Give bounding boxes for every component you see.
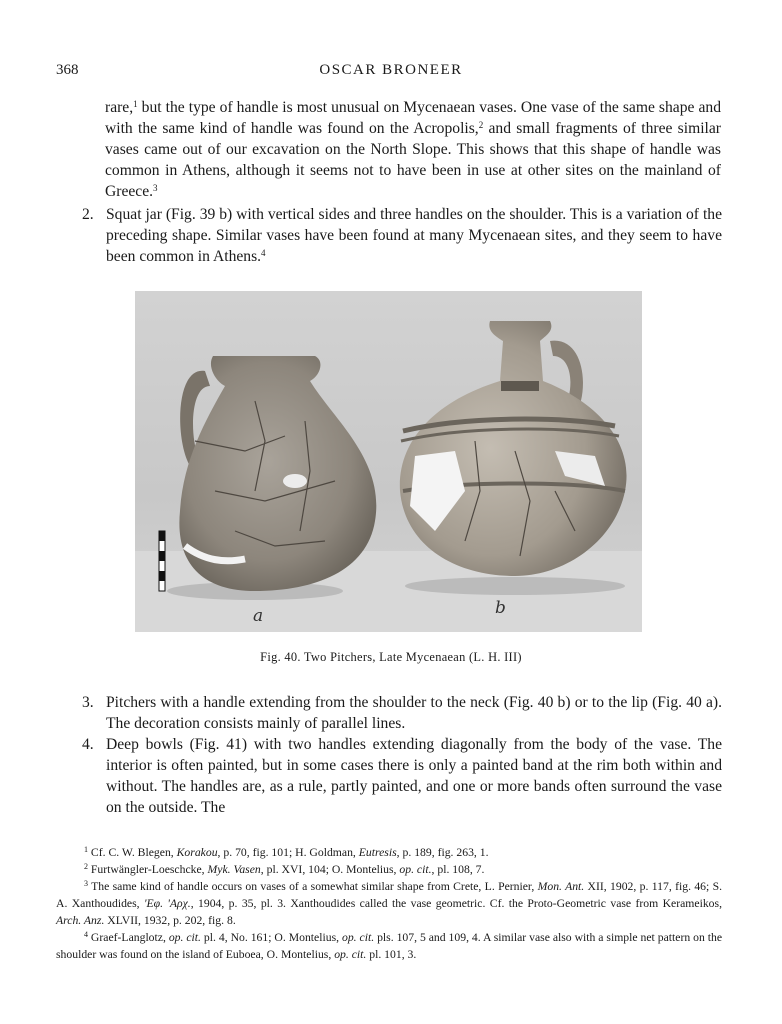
para-text-1: rare,	[105, 99, 134, 116]
para-text-3: and small fragments of three similar vases came out of our excavation on the North Slope. This shows that this shape of handle was common in Athens, although it seems not to have been in use at other sites on the mainland of Greece.	[105, 120, 721, 200]
scale-bar	[159, 531, 165, 591]
footnote-marker: 2	[84, 862, 88, 871]
list-item-4	[82, 734, 722, 818]
list-number: 2.	[82, 206, 94, 223]
page-number: 368	[56, 62, 79, 78]
para-text-2: but the type of handle is most unusual on Mycenaean vases. One vase of the same shape and with the same kind of handle was found on the Acropolis,	[105, 99, 721, 137]
list-item-3	[82, 692, 722, 734]
shadow-b	[405, 577, 625, 595]
list-number: 3.	[82, 694, 94, 711]
list-item-text: Deep bowls (Fig. 41) with two handles extending diagonally from the body of the vase. The interior is often painted, but in some cases there is only a painted band at the rim both within and without. The handles are, as a rule, partly painted, and one or more bands often surround the vase on the outside. The	[106, 736, 722, 816]
figure-label-b: b	[495, 598, 506, 618]
list-item-2	[82, 204, 722, 267]
page-header	[56, 62, 726, 86]
pitcher-a	[179, 356, 376, 591]
list-item-text: Pitchers with a handle extending from the shoulder to the neck (Fig. 40 b) or to the lip (Fig. 40 a). The decoration consists mainly of parallel lines.	[106, 694, 722, 732]
footnotes	[56, 844, 722, 963]
footnote-marker: 3	[84, 879, 88, 888]
footnote-marker: 1	[84, 845, 88, 854]
running-head: OSCAR BRONEER	[319, 62, 463, 78]
footnote-ref-3[interactable]: 3	[153, 183, 158, 193]
list-number: 4.	[82, 736, 94, 753]
footnote-ref-4[interactable]: 4	[261, 248, 266, 258]
footnote-ref-1[interactable]: 1	[133, 99, 138, 109]
figure-caption: Fig. 40. Two Pitchers, Late Mycenaean (L. H. III)	[260, 650, 522, 664]
footnote-marker: 4	[84, 930, 88, 939]
footnote-2: $^2$ Furtwängler-Loeschcke, Myk. Vasen, pl. XVI, 104; O. Montelius, op. cit., pl. 108, 7.	[84, 862, 485, 876]
footnote-ref-2[interactable]: 2	[478, 120, 484, 130]
paragraph-continuation	[105, 97, 721, 202]
list-item-text: Squat jar (Fig. 39 b) with vertical sides and three handles on the shoulder. This is a variation of the preceding shape. Similar vases have been found at many Mycenaean sites, and they seem to have been common in Athens.	[106, 206, 722, 265]
footnote-1: $^1$ Cf. C. W. Blegen, Korakou, p. 70, fig. 101; H. Goldman, Eutresis, p. 189, fig. 263, 1.	[84, 845, 489, 859]
figure-label-a: a	[253, 606, 264, 626]
footnote-4: $^4$ Graef-Langlotz, op. cit. pl. 4, No. 161; O. Montelius, op. cit. pls. 107, 5 and 109, 4. A similar vase also with a simple net pattern on the shoulder was found on the island of Euboea, O. Montelius, op. cit. pl. 101, 3.	[56, 930, 723, 961]
figure-photo-two-pitchers	[135, 291, 642, 632]
pitcher-b	[400, 321, 627, 576]
footnote-3: $^3$ The same kind of handle occurs on vases of a somewhat similar shape from Crete, L. Pernier, Mon. Ant. XII, 1902, p. 117, fig. 46; S. A. Xanthoudides, 'Εφ. 'Αρχ., 1904, p. 35, pl. 3. Xanthoudides called the vase geometric. Cf. the Proto-Geometric vase from Kerameikos, Arch. Anz. XLVII, 1932, p. 202, fig. 8.	[56, 879, 722, 927]
